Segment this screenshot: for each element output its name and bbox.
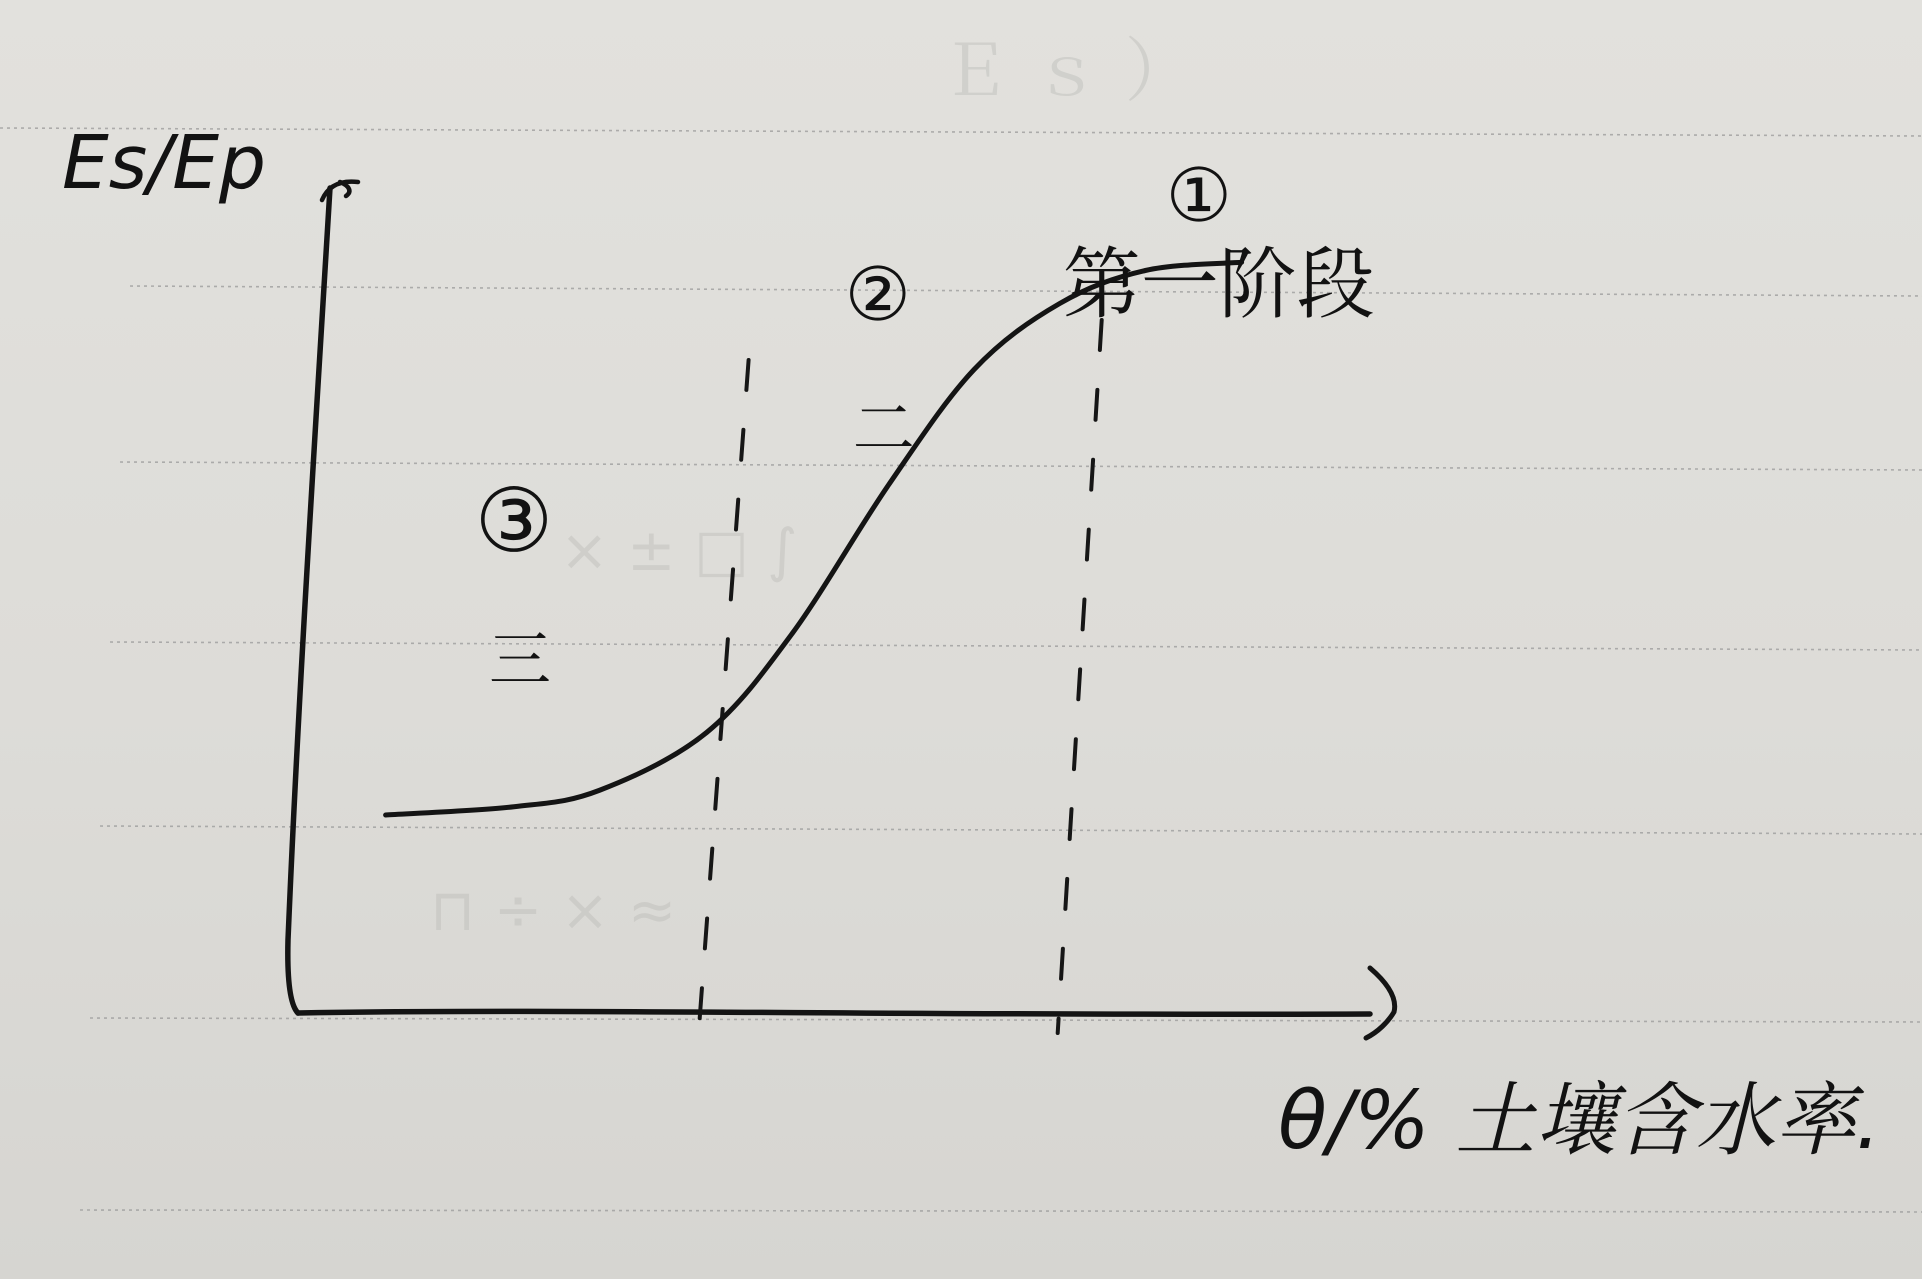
svg-text:⊓ ÷ × ≈: ⊓ ÷ × ≈	[430, 876, 677, 944]
stage-marker-1: ③	[474, 469, 554, 572]
stage-label-1: 三	[488, 623, 552, 696]
stage-marker-2: ②	[844, 252, 911, 338]
stage-label-3: 第一阶段	[1062, 240, 1375, 330]
x-axis	[298, 1011, 1370, 1014]
y-axis	[288, 188, 330, 1013]
x-axis-arrow-head	[1366, 968, 1395, 1038]
y-axis-label: Es/Ep	[62, 120, 266, 206]
stage-label-2: 二	[852, 392, 915, 465]
x-axis-label: θ/% 土壤含水率.	[1278, 1074, 1881, 1167]
svg-text:Ｅ ｓ ）: Ｅ ｓ ）	[940, 30, 1195, 112]
stage-boundary-2	[1058, 320, 1102, 1033]
data-point-3	[704, 730, 710, 736]
stage-annotations	[475, 153, 1375, 696]
data-point-4	[789, 631, 795, 637]
stage-marker-3: ①	[1165, 153, 1232, 239]
data-point-6	[971, 367, 977, 373]
data-point-2	[597, 787, 603, 793]
notebook-ruled-lines	[0, 128, 1922, 1212]
svg-text:× ± □ ∫: × ± □ ∫	[560, 516, 798, 584]
data-point-5	[886, 482, 892, 488]
data-point-1	[511, 804, 517, 810]
data-point-0	[383, 812, 389, 818]
